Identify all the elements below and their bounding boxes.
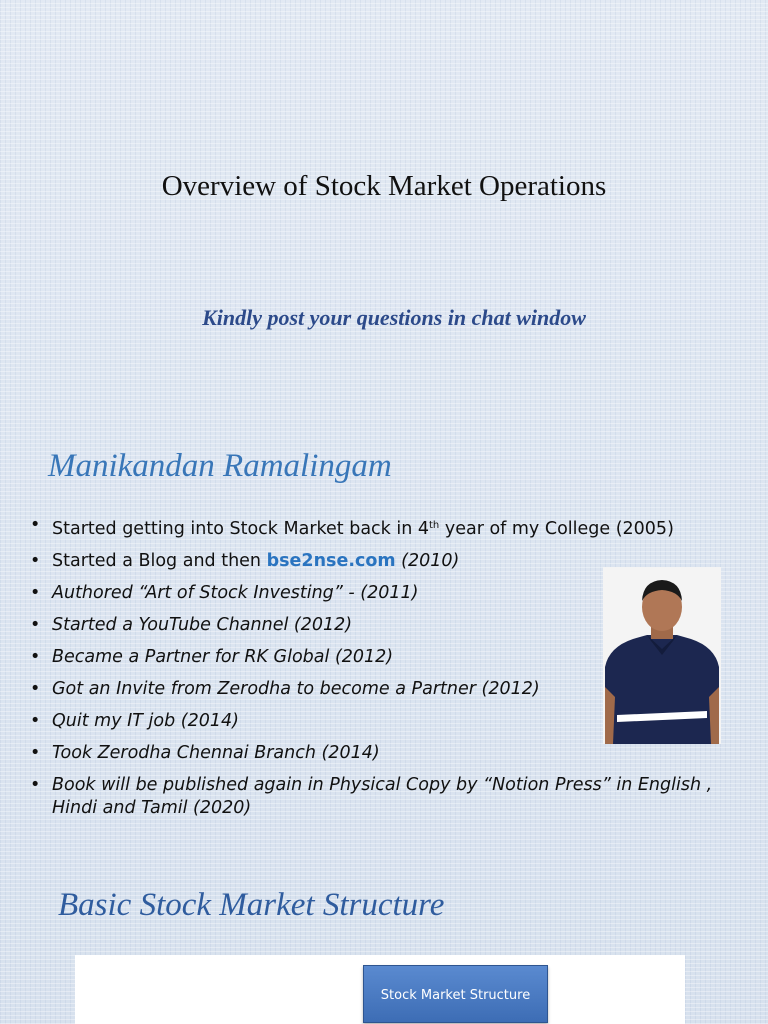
bio-text: Started getting into Stock Market back in 4 <box>52 519 430 539</box>
bio-item: • Got an Invite from Zerodha to become a Partner (2012) <box>28 678 748 701</box>
bio-text: Started a Blog and then <box>52 551 267 571</box>
person-icon <box>603 567 721 744</box>
structure-diagram <box>75 955 685 1024</box>
bio-item: • Book will be published again in Physical Copy by “Notion Press” in English , Hindi and Tamil (2020) <box>28 774 748 820</box>
bio-item: • Became a Partner for RK Global (2012) <box>28 646 748 669</box>
chat-note: Kindly post your questions in chat window <box>202 305 586 330</box>
slide-title: Overview of Stock Market Operations <box>161 170 607 202</box>
bio-superscript: th <box>429 520 440 531</box>
bio-item: • Took Zerodha Chennai Branch (2014) <box>28 742 748 765</box>
bio-item: • Quit my IT job (2014) <box>28 710 748 733</box>
blog-link[interactable]: bse2nse.com <box>266 551 396 571</box>
section-heading: Basic Stock Market Structure <box>58 887 445 923</box>
presenter-photo <box>603 567 721 744</box>
presenter-name: Manikandan Ramalingam <box>48 448 392 484</box>
bio-text: year of my College (2005) <box>439 519 674 539</box>
bio-item: • Authored “Art of Stock Investing” - (2011) <box>28 582 748 605</box>
bio-item: • Started a YouTube Channel (2012) <box>28 614 748 637</box>
bio-item <box>28 514 748 541</box>
bio-text: (2010) <box>395 551 460 571</box>
structure-box: Stock Market Structure <box>363 965 548 1023</box>
